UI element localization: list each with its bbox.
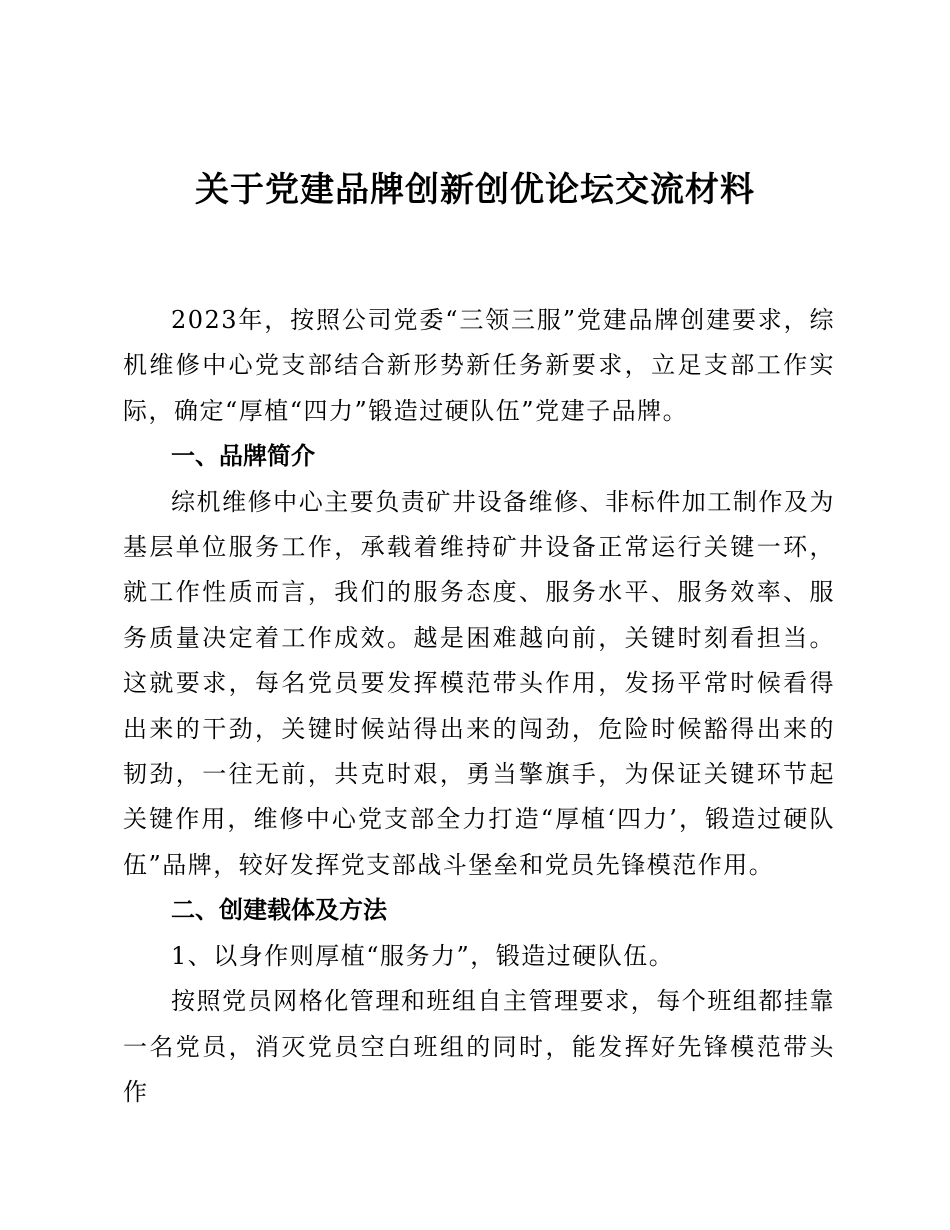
- document-title: 关于党建品牌创新创优论坛交流材料: [195, 170, 755, 210]
- section-heading-methods: 二、创建载体及方法: [171, 896, 387, 925]
- section-heading-brand-intro: 一、品牌简介: [171, 442, 315, 471]
- subsection-heading-service: 1、以身作则厚植“服务力”，锻造过硬队伍。: [171, 941, 675, 970]
- service-paragraph: 按照党员网格化管理和班组自主管理要求，每个班组都挂靠一名党员，消灭党员空白班组的同时，能发挥好先锋模范带头作: [123, 987, 835, 1106]
- document-body: [123, 298, 835, 1115]
- brand-intro-paragraph: 综机维修中心主要负责矿井设备维修、非标件加工制作及为基层单位服务工作，承载着维持矿井设备正常运行关键一环，就工作性质而言，我们的服务态度、服务水平、服务效率、服务质量决定着工作成效。越是困难越向前，关键时刻看担当。这就要求，每名党员要发挥模范带头作用，发扬平常时候看得出来的干劲，关键时候站得出来的闯劲，危险时候豁得出来的韧劲，一往无前，共克时艰，勇当擎旗手，为保证关键环节起关键作用，维修中心党支部全力打造“厚植‘四力’，锻造过硬队伍”品牌，较好发挥党支部战斗堡垒和党员先锋模范作用。: [123, 487, 835, 879]
- intro-paragraph: 2023年，按照公司党委“三领三服”党建品牌创建要求，综机维修中心党支部结合新形势新任务新要求，立足支部工作实际，确定“厚植“四力”锻造过硬队伍”党建子品牌。: [123, 306, 835, 425]
